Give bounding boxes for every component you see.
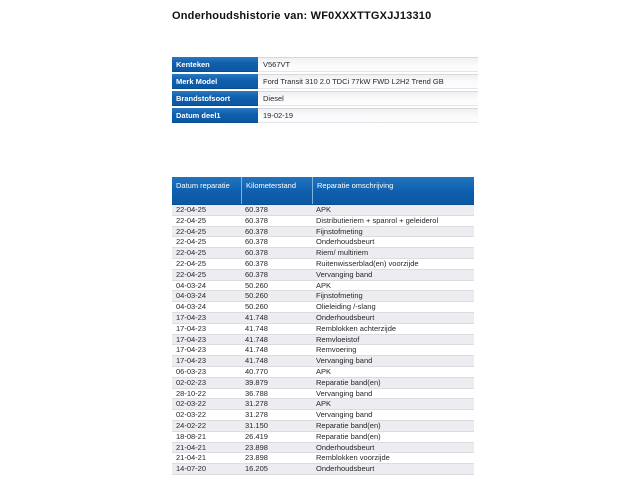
service-table-row [172,410,474,421]
vehicle-info-row [172,108,478,123]
service-table-row [172,270,474,281]
repair-description-cell: Remvloeistof [316,334,360,344]
service-date-cell: 22-04-25 [176,237,207,247]
odometer-cell: 50.260 [245,302,268,312]
column-header-kilometerstand: Kilometerstand [241,177,312,204]
vehicle-info-value: Diesel [258,91,478,106]
repair-description-cell: APK [316,205,332,214]
service-table-row [172,399,474,410]
service-date-cell: 21-04-21 [176,442,207,452]
service-history-table [172,177,474,475]
odometer-cell: 26.419 [245,431,268,441]
service-table-row [172,432,474,443]
repair-description-cell: Olieleiding /-slang [316,302,376,312]
service-table-row [172,216,474,227]
repair-description-cell: Fijnstofmeting [316,291,363,301]
service-table-row [172,281,474,292]
odometer-cell: 60.378 [245,237,268,247]
service-date-cell: 02-03-22 [176,410,207,420]
service-table-row [172,259,474,270]
odometer-cell: 41.748 [245,345,268,355]
service-date-cell: 04-03-24 [176,302,207,312]
service-table-row [172,291,474,302]
service-date-cell: 22-04-25 [176,205,207,214]
service-table-row [172,335,474,346]
odometer-cell: 60.378 [245,269,268,279]
odometer-cell: 41.748 [245,334,268,344]
odometer-cell: 31.150 [245,420,268,430]
vehicle-info-label: Brandstofsoort [172,91,258,106]
repair-description-cell: Onderhoudsbeurt [316,464,375,474]
service-table-row [172,313,474,324]
service-table-header [172,177,474,205]
odometer-cell: 50.260 [245,280,268,290]
vehicle-info-row [172,91,478,106]
service-table-row [172,443,474,454]
repair-description-cell: Vervanging band [316,269,373,279]
repair-description-cell: Distributieriem + spanrol + geleiderol [316,215,439,225]
odometer-cell: 60.378 [245,248,268,258]
odometer-cell: 31.278 [245,410,268,420]
odometer-cell: 16.205 [245,464,268,474]
vehicle-info-row [172,74,478,89]
service-date-cell: 04-03-24 [176,291,207,301]
odometer-cell: 50.260 [245,291,268,301]
odometer-cell: 41.748 [245,312,268,322]
service-date-cell: 22-04-25 [176,248,207,258]
repair-description-cell: Vervanging band [316,388,373,398]
repair-description-cell: Remvoering [316,345,357,355]
repair-description-cell: Onderhoudsbeurt [316,312,375,322]
service-table-row [172,378,474,389]
service-date-cell: 24-02-22 [176,420,207,430]
odometer-cell: 40.770 [245,366,268,376]
repair-description-cell: Riem/ multiriem [316,248,369,258]
repair-description-cell: Onderhoudsbeurt [316,442,375,452]
column-header-datum-reparatie: Datum reparatie [176,181,230,190]
service-date-cell: 17-04-23 [176,323,207,333]
repair-description-cell: Vervanging band [316,410,373,420]
vehicle-info-label: Merk Model [172,74,258,89]
service-date-cell: 22-04-25 [176,258,207,268]
odometer-cell: 36.788 [245,388,268,398]
service-table-row [172,356,474,367]
service-date-cell: 14-07-20 [176,464,207,474]
vehicle-info-label: Kenteken [172,57,258,72]
repair-description-cell: Remblokken voorzijde [316,453,390,463]
vehicle-info-value: Ford Transit 310 2.0 TDCi 77kW FWD L2H2 Trend GB [258,74,478,89]
service-date-cell: 22-04-25 [176,215,207,225]
repair-description-cell: APK [316,366,332,376]
repair-description-cell: Reparatie band(en) [316,420,381,430]
vehicle-info-label: Datum deel1 [172,108,258,123]
odometer-cell: 60.378 [245,226,268,236]
vehicle-info-row [172,57,478,72]
odometer-cell: 60.378 [245,215,268,225]
service-date-cell: 06-03-23 [176,366,207,376]
service-date-cell: 22-04-25 [176,226,207,236]
repair-description-cell: Vervanging band [316,356,373,366]
repair-description-cell: Remblokken achterzijde [316,323,397,333]
service-table-row [172,248,474,259]
service-table-row [172,389,474,400]
odometer-cell: 23.898 [245,442,268,452]
repair-description-cell: Fijnstofmeting [316,226,363,236]
odometer-cell: 60.378 [245,258,268,268]
service-date-cell: 02-03-22 [176,399,207,409]
service-date-cell: 02-02-23 [176,377,207,387]
service-table-row [172,345,474,356]
vehicle-info-value: 19-02-19 [258,108,478,123]
odometer-cell: 41.748 [245,356,268,366]
repair-description-cell: Ruitenwisserblad(en) voorzijde [316,258,419,268]
service-date-cell: 22-04-25 [176,269,207,279]
column-header-reparatie-omschrijving: Reparatie omschrijving [312,177,474,204]
service-date-cell: 17-04-23 [176,345,207,355]
repair-description-cell: APK [316,399,332,409]
repair-description-cell: APK [316,280,332,290]
service-date-cell: 18-08-21 [176,431,207,441]
service-table-row [172,237,474,248]
service-table-row [172,464,474,475]
odometer-cell: 23.898 [245,453,268,463]
odometer-cell: 41.748 [245,323,268,333]
service-date-cell: 17-04-23 [176,312,207,322]
service-table-row [172,453,474,464]
service-table-row [172,367,474,378]
service-date-cell: 28-10-22 [176,388,207,398]
repair-description-cell: Onderhoudsbeurt [316,237,375,247]
service-table-row [172,227,474,238]
service-table-row [172,302,474,313]
vehicle-info-value: V567VT [258,57,478,72]
service-date-cell: 04-03-24 [176,280,207,290]
page-title: Onderhoudshistorie van: WF0XXXTTGXJJ13310 [172,10,432,22]
service-date-cell: 17-04-23 [176,334,207,344]
odometer-cell: 60.378 [245,205,268,214]
repair-description-cell: Reparatie band(en) [316,377,381,387]
service-table-row [172,205,474,216]
service-date-cell: 21-04-21 [176,453,207,463]
service-date-cell: 17-04-23 [176,356,207,366]
odometer-cell: 31.278 [245,399,268,409]
service-table-body [172,205,474,475]
vehicle-info-table [172,57,478,125]
service-table-row [172,421,474,432]
odometer-cell: 39.879 [245,377,268,387]
repair-description-cell: Reparatie band(en) [316,431,381,441]
service-table-row [172,324,474,335]
